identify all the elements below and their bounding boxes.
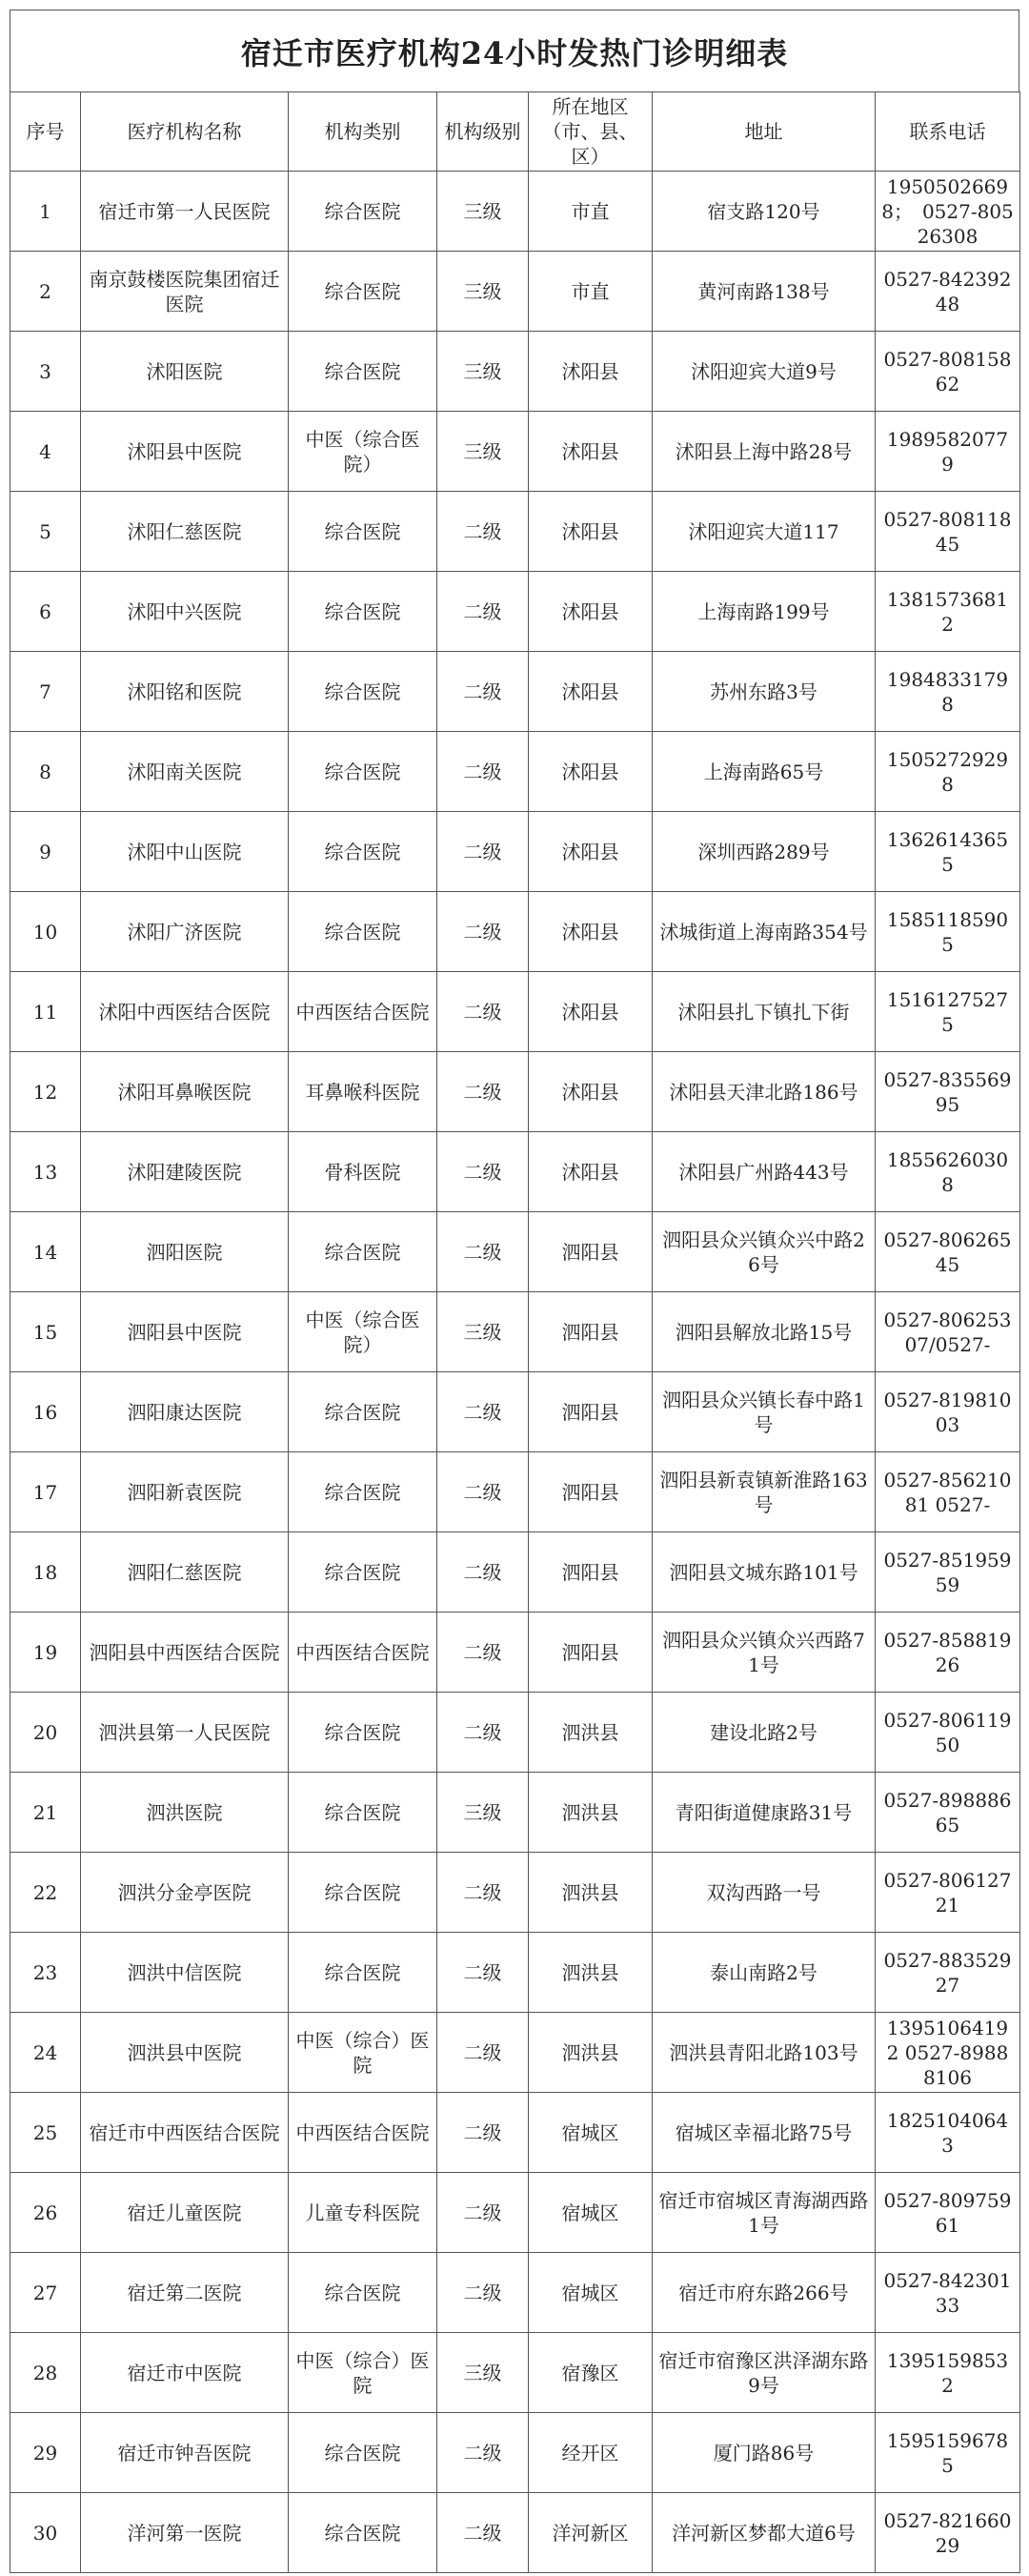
- cell-phone: 0527-80611950: [876, 1693, 1020, 1773]
- table-row: [10, 1933, 1020, 2013]
- cell-address: 沭阳县扎下镇扎下街: [653, 972, 876, 1052]
- cell-level: 二级: [437, 1613, 529, 1693]
- cell-address: 沭阳迎宾大道117: [653, 492, 876, 572]
- cell-address: 深圳西路289号: [653, 812, 876, 892]
- cell-name: 南京鼓楼医院集团宿迁医院: [81, 252, 289, 332]
- cell-level: 二级: [437, 1532, 529, 1613]
- cell-no: 1: [10, 172, 81, 252]
- cell-area: 沭阳县: [529, 732, 653, 812]
- cell-area: 泗阳县: [529, 1452, 653, 1532]
- cell-no: 4: [10, 412, 81, 492]
- cell-area: 沭阳县: [529, 1052, 653, 1132]
- cell-area: 沭阳县: [529, 972, 653, 1052]
- cell-address: 泗阳县众兴镇众兴西路71号: [653, 1613, 876, 1693]
- cell-level: 二级: [437, 572, 529, 652]
- cell-address: 宿迁市宿豫区洪泽湖东路9号: [653, 2333, 876, 2413]
- cell-address: 青阳街道健康路31号: [653, 1773, 876, 1853]
- cell-no: 21: [10, 1773, 81, 1853]
- cell-address: 沭阳迎宾大道9号: [653, 332, 876, 412]
- cell-no: 30: [10, 2493, 81, 2573]
- cell-level: 二级: [437, 1212, 529, 1292]
- table-row: [10, 2333, 1020, 2413]
- cell-area: 市直: [529, 172, 653, 252]
- cell-area: 泗阳县: [529, 1613, 653, 1693]
- cell-name: 沭阳建陵医院: [81, 1132, 289, 1212]
- table-row: [10, 2413, 1020, 2493]
- cell-area: 泗洪县: [529, 1693, 653, 1773]
- cell-area: 宿城区: [529, 2093, 653, 2173]
- cell-name: 泗阳县中医院: [81, 1292, 289, 1372]
- cell-name: 宿迁市第一人民医院: [81, 172, 289, 252]
- cell-address: 沭阳县广州路443号: [653, 1132, 876, 1212]
- table-row: [10, 412, 1020, 492]
- cell-phone: 15851185905: [876, 892, 1020, 972]
- cell-address: 泗阳县众兴镇众兴中路26号: [653, 1212, 876, 1292]
- cell-area: 泗阳县: [529, 1532, 653, 1613]
- hospital-table: [10, 91, 1020, 2573]
- cell-name: 宿迁第二医院: [81, 2253, 289, 2333]
- cell-no: 15: [10, 1292, 81, 1372]
- cell-area: 泗洪县: [529, 2013, 653, 2093]
- cell-no: 28: [10, 2333, 81, 2413]
- cell-phone: 13951064192 0527-89888106: [876, 2013, 1020, 2093]
- cell-address: 黄河南路138号: [653, 252, 876, 332]
- cell-level: 二级: [437, 1372, 529, 1452]
- cell-phone: 13626143655: [876, 812, 1020, 892]
- cell-level: 二级: [437, 652, 529, 732]
- cell-no: 22: [10, 1853, 81, 1933]
- cell-type: 综合医院: [289, 1773, 437, 1853]
- cell-no: 24: [10, 2013, 81, 2093]
- cell-level: 二级: [437, 492, 529, 572]
- cell-address: 建设北路2号: [653, 1693, 876, 1773]
- table-row: [10, 1372, 1020, 1452]
- cell-name: 沭阳中西医结合医院: [81, 972, 289, 1052]
- cell-level: 二级: [437, 1933, 529, 2013]
- cell-level: 二级: [437, 2093, 529, 2173]
- cell-no: 11: [10, 972, 81, 1052]
- cell-type: 中医（综合）医院: [289, 2013, 437, 2093]
- cell-name: 泗阳县中西医结合医院: [81, 1613, 289, 1693]
- cell-type: 综合医院: [289, 812, 437, 892]
- cell-no: 13: [10, 1132, 81, 1212]
- table-row: [10, 1773, 1020, 1853]
- cell-type: 综合医院: [289, 1532, 437, 1613]
- cell-level: 三级: [437, 2333, 529, 2413]
- cell-phone: 18556260308: [876, 1132, 1020, 1212]
- cell-address: 沭阳县天津北路186号: [653, 1052, 876, 1132]
- cell-phone: 15951596785: [876, 2413, 1020, 2493]
- cell-name: 宿迁市中医院: [81, 2333, 289, 2413]
- header-name: 医疗机构名称: [81, 92, 289, 172]
- table-row: [10, 332, 1020, 412]
- header-address: 地址: [653, 92, 876, 172]
- cell-phone: 0527-80975961: [876, 2173, 1020, 2253]
- cell-area: 洋河新区: [529, 2493, 653, 2573]
- header-no: 序号: [10, 92, 81, 172]
- cell-no: 18: [10, 1532, 81, 1613]
- cell-area: 沭阳县: [529, 812, 653, 892]
- cell-phone: 0527-80626545: [876, 1212, 1020, 1292]
- table-header-row: [10, 92, 1020, 172]
- cell-phone: 0527-84239248: [876, 252, 1020, 332]
- cell-type: 综合医院: [289, 2413, 437, 2493]
- table-row: [10, 252, 1020, 332]
- cell-name: 泗阳医院: [81, 1212, 289, 1292]
- cell-name: 泗洪医院: [81, 1773, 289, 1853]
- cell-level: 二级: [437, 1132, 529, 1212]
- cell-area: 泗洪县: [529, 1773, 653, 1853]
- cell-name: 洋河第一医院: [81, 2493, 289, 2573]
- cell-level: 三级: [437, 172, 529, 252]
- cell-no: 2: [10, 252, 81, 332]
- cell-address: 宿迁市府东路266号: [653, 2253, 876, 2333]
- cell-address: 宿迁市宿城区青海湖西路1号: [653, 2173, 876, 2253]
- cell-type: 中医（综合医院）: [289, 1292, 437, 1372]
- cell-no: 17: [10, 1452, 81, 1532]
- table-row: [10, 2093, 1020, 2173]
- cell-phone: 15161275275: [876, 972, 1020, 1052]
- cell-address: 厦门路86号: [653, 2413, 876, 2493]
- cell-type: 综合医院: [289, 1693, 437, 1773]
- cell-phone: 13815736812: [876, 572, 1020, 652]
- cell-address: 双沟西路一号: [653, 1853, 876, 1933]
- cell-type: 综合医院: [289, 652, 437, 732]
- cell-address: 苏州东路3号: [653, 652, 876, 732]
- cell-no: 29: [10, 2413, 81, 2493]
- cell-level: 二级: [437, 892, 529, 972]
- cell-type: 综合医院: [289, 252, 437, 332]
- cell-level: 二级: [437, 1853, 529, 1933]
- cell-name: 泗阳新袁医院: [81, 1452, 289, 1532]
- cell-no: 6: [10, 572, 81, 652]
- cell-name: 宿迁儿童医院: [81, 2173, 289, 2253]
- cell-type: 儿童专科医院: [289, 2173, 437, 2253]
- cell-level: 二级: [437, 1693, 529, 1773]
- table-row: [10, 1693, 1020, 1773]
- cell-no: 26: [10, 2173, 81, 2253]
- cell-area: 沭阳县: [529, 492, 653, 572]
- header-type: 机构类别: [289, 92, 437, 172]
- table-row: [10, 172, 1020, 252]
- cell-phone: 0527-85881926: [876, 1613, 1020, 1693]
- cell-phone: 19848331798: [876, 652, 1020, 732]
- cell-address: 泗阳县新袁镇新淮路163号: [653, 1452, 876, 1532]
- cell-address: 沭城街道上海南路354号: [653, 892, 876, 972]
- cell-area: 泗阳县: [529, 1372, 653, 1452]
- cell-type: 综合医院: [289, 2253, 437, 2333]
- header-phone: 联系电话: [876, 92, 1020, 172]
- cell-phone: 0527-80811845: [876, 492, 1020, 572]
- cell-phone: 19505026698； 0527-80526308: [876, 172, 1020, 252]
- table-row: [10, 1052, 1020, 1132]
- header-level: 机构级别: [437, 92, 529, 172]
- cell-address: 上海南路199号: [653, 572, 876, 652]
- cell-address: 泗阳县文城东路101号: [653, 1532, 876, 1613]
- cell-level: 二级: [437, 2413, 529, 2493]
- cell-level: 二级: [437, 1452, 529, 1532]
- cell-level: 二级: [437, 2493, 529, 2573]
- cell-no: 5: [10, 492, 81, 572]
- cell-phone: 0527-82166029: [876, 2493, 1020, 2573]
- table-row: [10, 972, 1020, 1052]
- table-row: [10, 1292, 1020, 1372]
- cell-no: 12: [10, 1052, 81, 1132]
- cell-name: 沭阳县中医院: [81, 412, 289, 492]
- cell-area: 泗阳县: [529, 1292, 653, 1372]
- cell-no: 19: [10, 1613, 81, 1693]
- cell-name: 泗洪县第一人民医院: [81, 1693, 289, 1773]
- cell-type: 综合医院: [289, 2493, 437, 2573]
- cell-phone: 0527-80815862: [876, 332, 1020, 412]
- table-row: [10, 2253, 1020, 2333]
- table-row: [10, 1613, 1020, 1693]
- table-row: [10, 652, 1020, 732]
- cell-area: 宿城区: [529, 2173, 653, 2253]
- cell-type: 综合医院: [289, 892, 437, 972]
- cell-area: 沭阳县: [529, 572, 653, 652]
- table-row: [10, 1853, 1020, 1933]
- cell-no: 27: [10, 2253, 81, 2333]
- cell-type: 中医（综合）医院: [289, 2333, 437, 2413]
- cell-name: 沭阳中兴医院: [81, 572, 289, 652]
- cell-address: 上海南路65号: [653, 732, 876, 812]
- table-row: [10, 2493, 1020, 2573]
- cell-name: 泗阳仁慈医院: [81, 1532, 289, 1613]
- cell-phone: 0527-80612721: [876, 1853, 1020, 1933]
- cell-level: 三级: [437, 252, 529, 332]
- cell-level: 三级: [437, 332, 529, 412]
- cell-type: 综合医院: [289, 492, 437, 572]
- cell-phone: 0527-83556995: [876, 1052, 1020, 1132]
- cell-name: 泗阳康达医院: [81, 1372, 289, 1452]
- cell-address: 泗阳县解放北路15号: [653, 1292, 876, 1372]
- header-area: 所在地区（市、县、区）: [529, 92, 653, 172]
- cell-type: 综合医院: [289, 572, 437, 652]
- cell-type: 综合医院: [289, 1372, 437, 1452]
- cell-name: 沭阳仁慈医院: [81, 492, 289, 572]
- cell-phone: 0527-88352927: [876, 1933, 1020, 2013]
- cell-area: 泗洪县: [529, 1853, 653, 1933]
- cell-type: 综合医院: [289, 1853, 437, 1933]
- cell-phone: 0527-80625307/0527-: [876, 1292, 1020, 1372]
- cell-area: 沭阳县: [529, 412, 653, 492]
- cell-phone: 18251040643: [876, 2093, 1020, 2173]
- cell-no: 23: [10, 1933, 81, 2013]
- cell-level: 二级: [437, 812, 529, 892]
- cell-address: 宿支路120号: [653, 172, 876, 252]
- cell-area: 经开区: [529, 2413, 653, 2493]
- table-row: [10, 572, 1020, 652]
- table-row: [10, 2173, 1020, 2253]
- cell-address: 泰山南路2号: [653, 1933, 876, 2013]
- table-row: [10, 892, 1020, 972]
- cell-name: 泗洪县中医院: [81, 2013, 289, 2093]
- cell-no: 7: [10, 652, 81, 732]
- cell-name: 沭阳南关医院: [81, 732, 289, 812]
- cell-level: 三级: [437, 412, 529, 492]
- cell-level: 三级: [437, 1773, 529, 1853]
- cell-name: 沭阳医院: [81, 332, 289, 412]
- cell-type: 综合医院: [289, 332, 437, 412]
- cell-name: 泗洪中信医院: [81, 1933, 289, 2013]
- cell-type: 中医（综合医院）: [289, 412, 437, 492]
- cell-phone: 15052729298: [876, 732, 1020, 812]
- cell-level: 二级: [437, 2253, 529, 2333]
- cell-phone: 0527-85621081 0527-: [876, 1452, 1020, 1532]
- table-row: [10, 1132, 1020, 1212]
- cell-no: 16: [10, 1372, 81, 1452]
- cell-no: 20: [10, 1693, 81, 1773]
- table-body: [10, 172, 1020, 2573]
- cell-address: 泗阳县众兴镇长春中路1号: [653, 1372, 876, 1452]
- cell-level: 二级: [437, 732, 529, 812]
- cell-no: 8: [10, 732, 81, 812]
- cell-name: 宿迁市中西医结合医院: [81, 2093, 289, 2173]
- cell-type: 综合医院: [289, 732, 437, 812]
- table-row: [10, 1532, 1020, 1613]
- cell-address: 泗洪县青阳北路103号: [653, 2013, 876, 2093]
- cell-level: 三级: [437, 1292, 529, 1372]
- cell-name: 沭阳广济医院: [81, 892, 289, 972]
- cell-name: 宿迁市钟吾医院: [81, 2413, 289, 2493]
- cell-type: 中西医结合医院: [289, 1613, 437, 1693]
- cell-type: 中西医结合医院: [289, 2093, 437, 2173]
- cell-phone: 0527-89888665: [876, 1773, 1020, 1853]
- cell-area: 泗洪县: [529, 1933, 653, 2013]
- cell-type: 中西医结合医院: [289, 972, 437, 1052]
- cell-phone: 13951598532: [876, 2333, 1020, 2413]
- cell-address: 宿城区幸福北路75号: [653, 2093, 876, 2173]
- cell-type: 综合医院: [289, 172, 437, 252]
- cell-name: 沭阳铭和医院: [81, 652, 289, 732]
- cell-name: 泗洪分金亭医院: [81, 1853, 289, 1933]
- cell-area: 沭阳县: [529, 892, 653, 972]
- cell-phone: 0527-85195959: [876, 1532, 1020, 1613]
- cell-type: 骨科医院: [289, 1132, 437, 1212]
- cell-phone: 19895820779: [876, 412, 1020, 492]
- cell-level: 二级: [437, 972, 529, 1052]
- table-row: [10, 732, 1020, 812]
- cell-area: 沭阳县: [529, 652, 653, 732]
- cell-no: 3: [10, 332, 81, 412]
- cell-area: 市直: [529, 252, 653, 332]
- table-row: [10, 1212, 1020, 1292]
- table-row: [10, 812, 1020, 892]
- cell-type: 耳鼻喉科医院: [289, 1052, 437, 1132]
- cell-type: 综合医院: [289, 1452, 437, 1532]
- table-row: [10, 1452, 1020, 1532]
- cell-phone: 0527-84230133: [876, 2253, 1020, 2333]
- cell-no: 10: [10, 892, 81, 972]
- cell-level: 二级: [437, 2013, 529, 2093]
- cell-area: 宿城区: [529, 2253, 653, 2333]
- table-row: [10, 2013, 1020, 2093]
- cell-name: 沭阳耳鼻喉医院: [81, 1052, 289, 1132]
- cell-area: 泗阳县: [529, 1212, 653, 1292]
- page-title: 宿迁市医疗机构24小时发热门诊明细表: [10, 10, 1019, 91]
- cell-area: 宿豫区: [529, 2333, 653, 2413]
- cell-type: 综合医院: [289, 1933, 437, 2013]
- cell-no: 9: [10, 812, 81, 892]
- cell-area: 沭阳县: [529, 1132, 653, 1212]
- cell-no: 14: [10, 1212, 81, 1292]
- cell-type: 综合医院: [289, 1212, 437, 1292]
- cell-address: 沭阳县上海中路28号: [653, 412, 876, 492]
- cell-no: 25: [10, 2093, 81, 2173]
- cell-name: 沭阳中山医院: [81, 812, 289, 892]
- cell-address: 洋河新区梦都大道6号: [653, 2493, 876, 2573]
- cell-area: 沭阳县: [529, 332, 653, 412]
- cell-level: 二级: [437, 1052, 529, 1132]
- cell-level: 二级: [437, 2173, 529, 2253]
- table-row: [10, 492, 1020, 572]
- cell-phone: 0527-81981003: [876, 1372, 1020, 1452]
